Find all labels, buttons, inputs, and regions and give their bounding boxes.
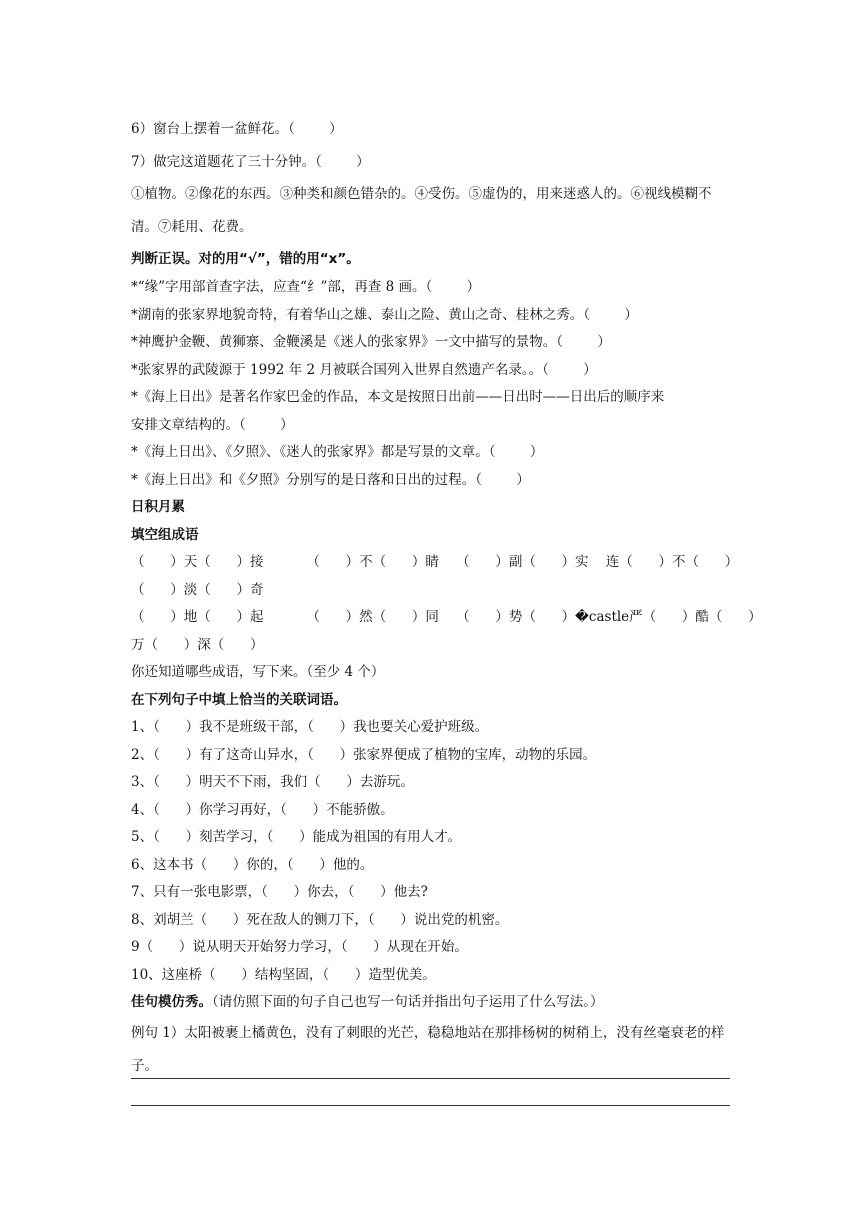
conjunction-item: 4、（ ）你学习再好，（ ）不能骄傲。 [131,801,394,818]
answer-line[interactable] [131,1105,730,1106]
idiom-line: （ ）淡（ ）奇 [131,581,264,598]
conjunction-item: 5、（ ）刻苦学习，（ ）能成为祖国的有用人才。 [131,829,462,845]
imitate-section-title: 佳句模仿秀。 [131,994,212,1010]
answer-line[interactable] [131,1078,730,1079]
judge-item: *张家界的武陵源于 1992 年 2 月被联合国列入世界自然遗产名录。。（ ） [131,361,597,378]
judge-item: *《海上日出》是著名作家巴金的作品，本文是按照日出前——日出时——日出后的顺序来 [131,389,665,405]
idiom-line: 万（ ）深（ ） [131,636,264,653]
imitate-heading [131,989,731,1017]
conjunction-item: 10、这座桥（ ）结构坚固，（ ）造型优美。 [131,966,436,983]
idiom-section-title: 填空组成语 [131,526,199,543]
idiom-extra-prompt: 你还知道哪些成语，写下来。（至少 4 个） [131,664,385,680]
question-line-7: 7）做完这道题花了三十分钟。（ ） [131,154,370,170]
judge-item: *湖南的张家界地貌奇特，有着华山之雄、泰山之险、黄山之奇、桂林之秀。（ ） [131,306,638,323]
judge-item-continued: 安排文章结构的。（ ） [131,416,294,433]
judge-item: *《海上日出》、《夕照》、《迷人的张家界》都是写景的文章。（ ） [131,444,544,460]
section-title: 日积月累 [131,499,185,515]
judge-item: *《海上日出》和《夕照》分别写的是日落和日出的过程。（ ） [131,471,530,488]
idiom-line: （ ）天（ ）接 （ ）不（ ）睛 （ ）副（ ）实 连（ ）不（ ） [131,554,739,570]
question-line-6: 6）窗台上摆着一盆鲜花。（ ） [131,121,343,137]
judge-item: *“缘”字用部首查字法，应查“纟”部，再查 8 画。（ ） [131,279,481,295]
conjunction-item: 1、（ ）我不是班级干部，（ ）我也要关心爱护班级。 [131,719,489,735]
conjunction-item: 8、刘胡兰（ ）死在敌人的铡刀下，（ ）说出党的机密。 [131,911,509,928]
conjunction-item: 7、只有一张电影票，（ ）你去，（ ）他去? [131,884,428,900]
conjunction-item: 3、（ ）明天不下雨，我们（ ）去游玩。 [131,774,414,790]
judge-item: *神鹰护金鞭、黄狮寨、金鞭溪是《迷人的张家界》一文中描写的景物。（ ） [131,334,611,350]
conjunction-section-title: 在下列句子中填上恰当的关联词语。 [131,691,347,708]
conjunction-item: 9（ ）说从明天开始努力学习，（ ）从现在开始。 [131,939,468,955]
worksheet-page [131,112,762,1083]
imitate-instruction: （请仿照下面的句子自己也写一句话并指出句子运用了什么写法。） [212,994,604,1010]
judge-section-title: 判断正误。对的用“√”，错的用“x”。 [131,251,360,267]
idiom-line: （ ）地（ ）起 （ ）然（ ）同 （ ）势（ ）�castle严（ ）酷（ ） [131,609,762,625]
conjunction-item: 2、（ ）有了这奇山异水，（ ）张家界便成了植物的宝库，动物的乐园。 [131,746,597,763]
conjunction-item: 6、这本书（ ）你的，（ ）他的。 [131,856,374,873]
example-sentence: 例句 1）太阳被裹上橘黄色，没有了刺眼的光芒，稳稳地站在那排杨树的树稍上，没有丝毫衰老的样子。 [131,1024,725,1074]
meaning-options: ①植物。②像花的东西。③种类和颜色错杂的。④受伤。⑤虚伪的，用来迷惑人的。⑥视线模糊不清。⑦耗用、花费。 [131,186,712,235]
